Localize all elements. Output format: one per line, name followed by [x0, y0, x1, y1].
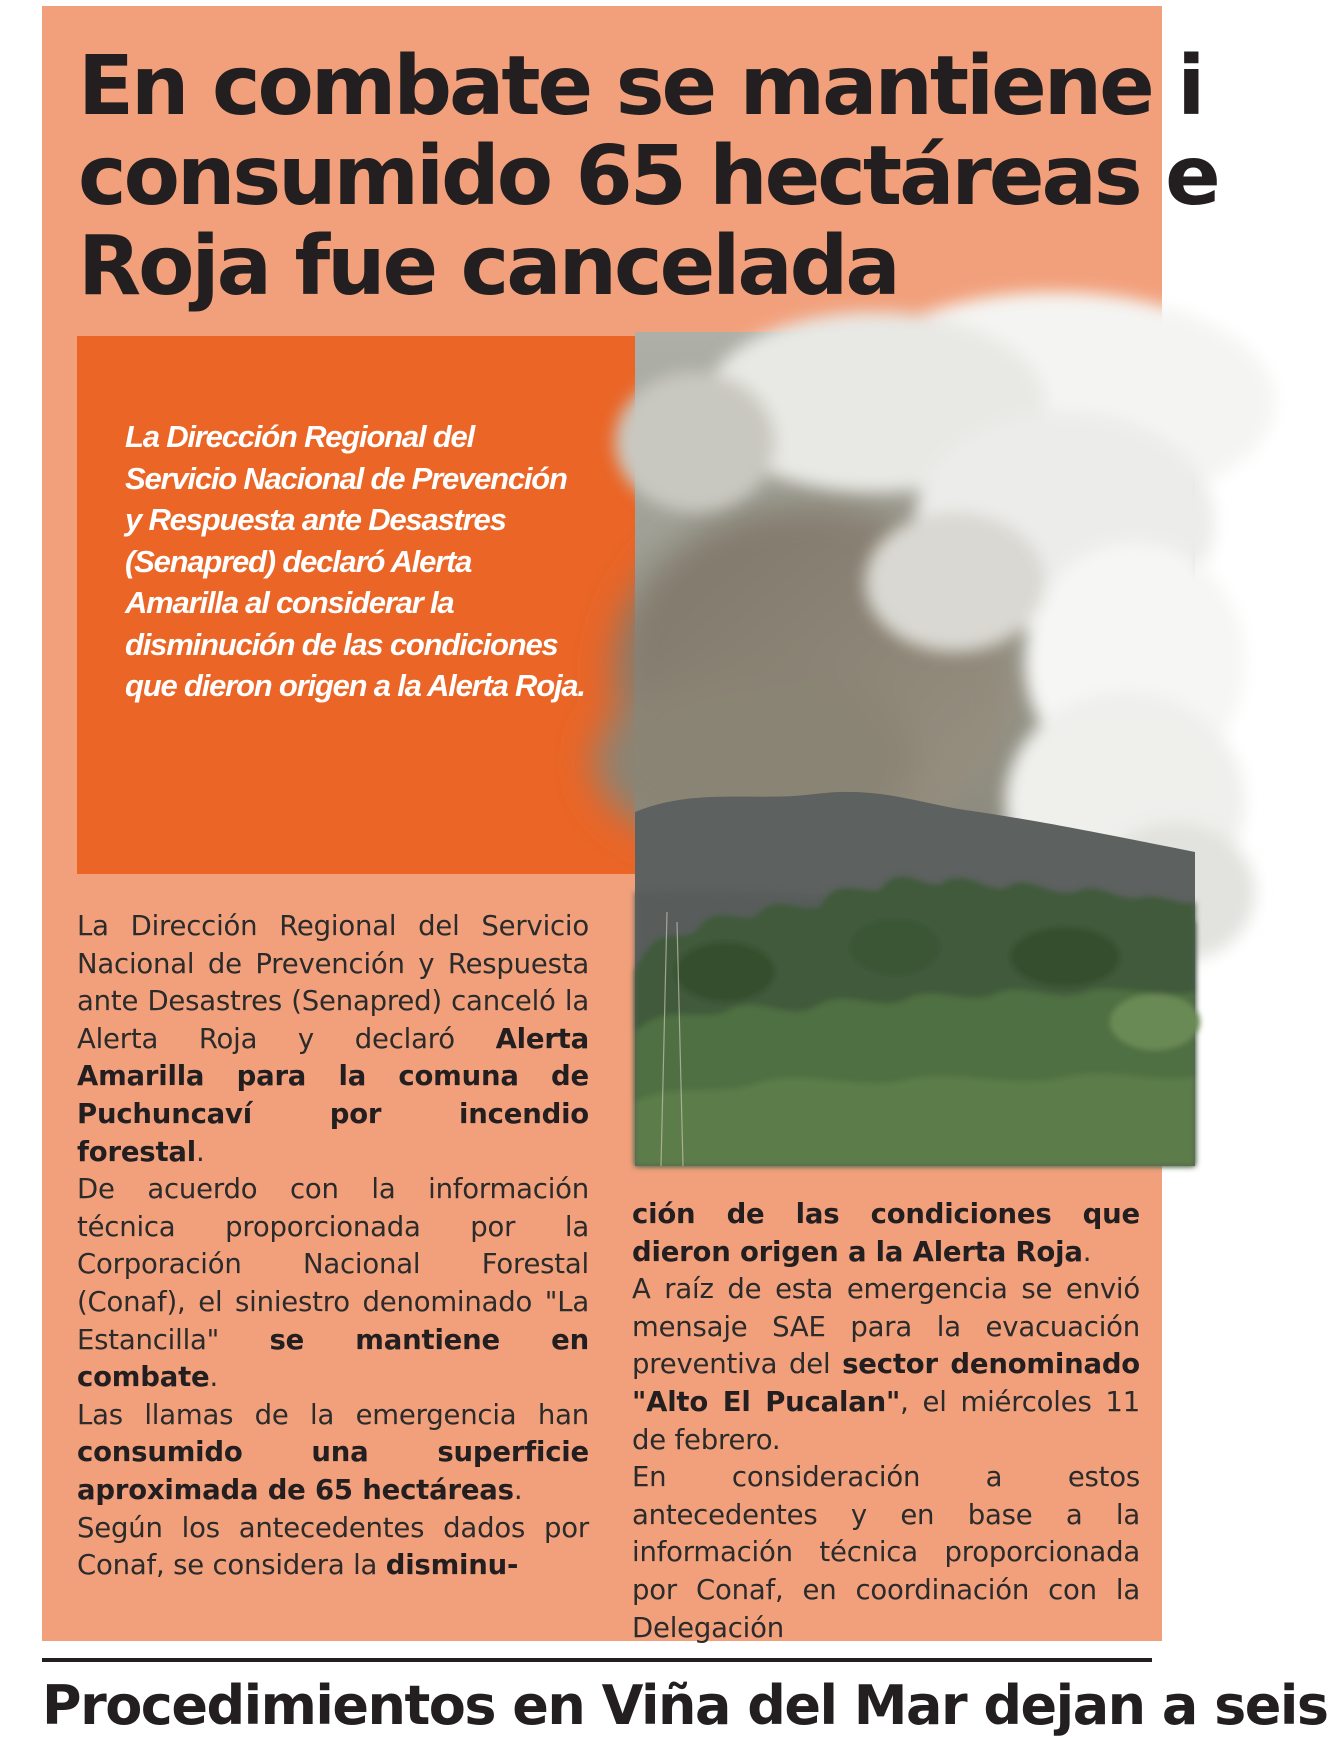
body-text: Las llamas de la emergencia han: [77, 1398, 589, 1431]
paragraph: [77, 908, 589, 1171]
emphasis-text: Alerta Amarilla para la comuna de Puchuncaví por incendio forestal: [77, 1022, 589, 1168]
paragraph: [77, 1510, 589, 1585]
body-column-left: [77, 908, 589, 1585]
article-headline: [78, 39, 1278, 314]
emphasis-text: se mantiene en combate: [77, 1323, 589, 1394]
body-text: , el miércoles 11 de febrero.: [632, 1385, 1140, 1456]
body-text: La Dirección Regional del Servicio Nacional de Prevención y Respuesta ante Desastres (Senapred) canceló la Alerta Roja y declaró: [77, 910, 589, 1055]
headline-line-3: Roja fue cancelada: [78, 219, 898, 314]
headline-line-1: En combate se mantiene i: [78, 39, 1203, 134]
body-column-right: [632, 1196, 1140, 1647]
body-text: En consideración a estos antecedentes y en base a la información técnica proporcionada por Conaf, en coordinación con la Delegación: [632, 1461, 1140, 1644]
paragraph: [632, 1271, 1140, 1459]
body-text: .: [513, 1473, 523, 1506]
body-text: .: [195, 1135, 205, 1168]
paragraph: [632, 1459, 1140, 1647]
lead-text: La Dirección Regional del Servicio Nacional de Prevención y Respuesta ante Desastres (Senapred) declaró Alerta Amarilla al considerar la disminución de las condiciones que dieron origen a la Alerta Roja.: [125, 419, 585, 703]
wildfire-smoke-photo: [635, 332, 1195, 1166]
body-text: A raíz de esta emergencia se envió mensaje SAE para la evacuación preventiva del: [632, 1273, 1140, 1381]
emphasis-text: consumido una superficie aproximada de 65 hectáreas: [77, 1436, 589, 1506]
headline-line-2: consumido 65 hectáreas e: [78, 129, 1218, 224]
emphasis-text: disminu-: [385, 1549, 519, 1582]
paragraph: [77, 1171, 589, 1397]
next-article-headline: Procedimientos en Viña del Mar dejan a seis: [42, 1674, 1328, 1737]
body-text: De acuerdo con la información técnica proporcionada por la Corporación Nacional Forestal (Conaf), el siniestro denominado "La Estancilla": [77, 1173, 589, 1356]
body-text: .: [1082, 1235, 1092, 1268]
lead-box: [77, 336, 639, 874]
paragraph: [77, 1397, 589, 1510]
paragraph: [632, 1196, 1140, 1271]
body-text: Según los antecedentes dados por Conaf, se considera la: [77, 1511, 589, 1582]
article-panel: [42, 6, 1218, 1644]
emphasis-text: sector denominado "Alto El Pucalan": [632, 1348, 1141, 1418]
body-text: .: [209, 1361, 219, 1394]
emphasis-text: ción de las condiciones que dieron origen a la Alerta Roja: [632, 1198, 1140, 1268]
section-divider: [42, 1658, 1152, 1662]
